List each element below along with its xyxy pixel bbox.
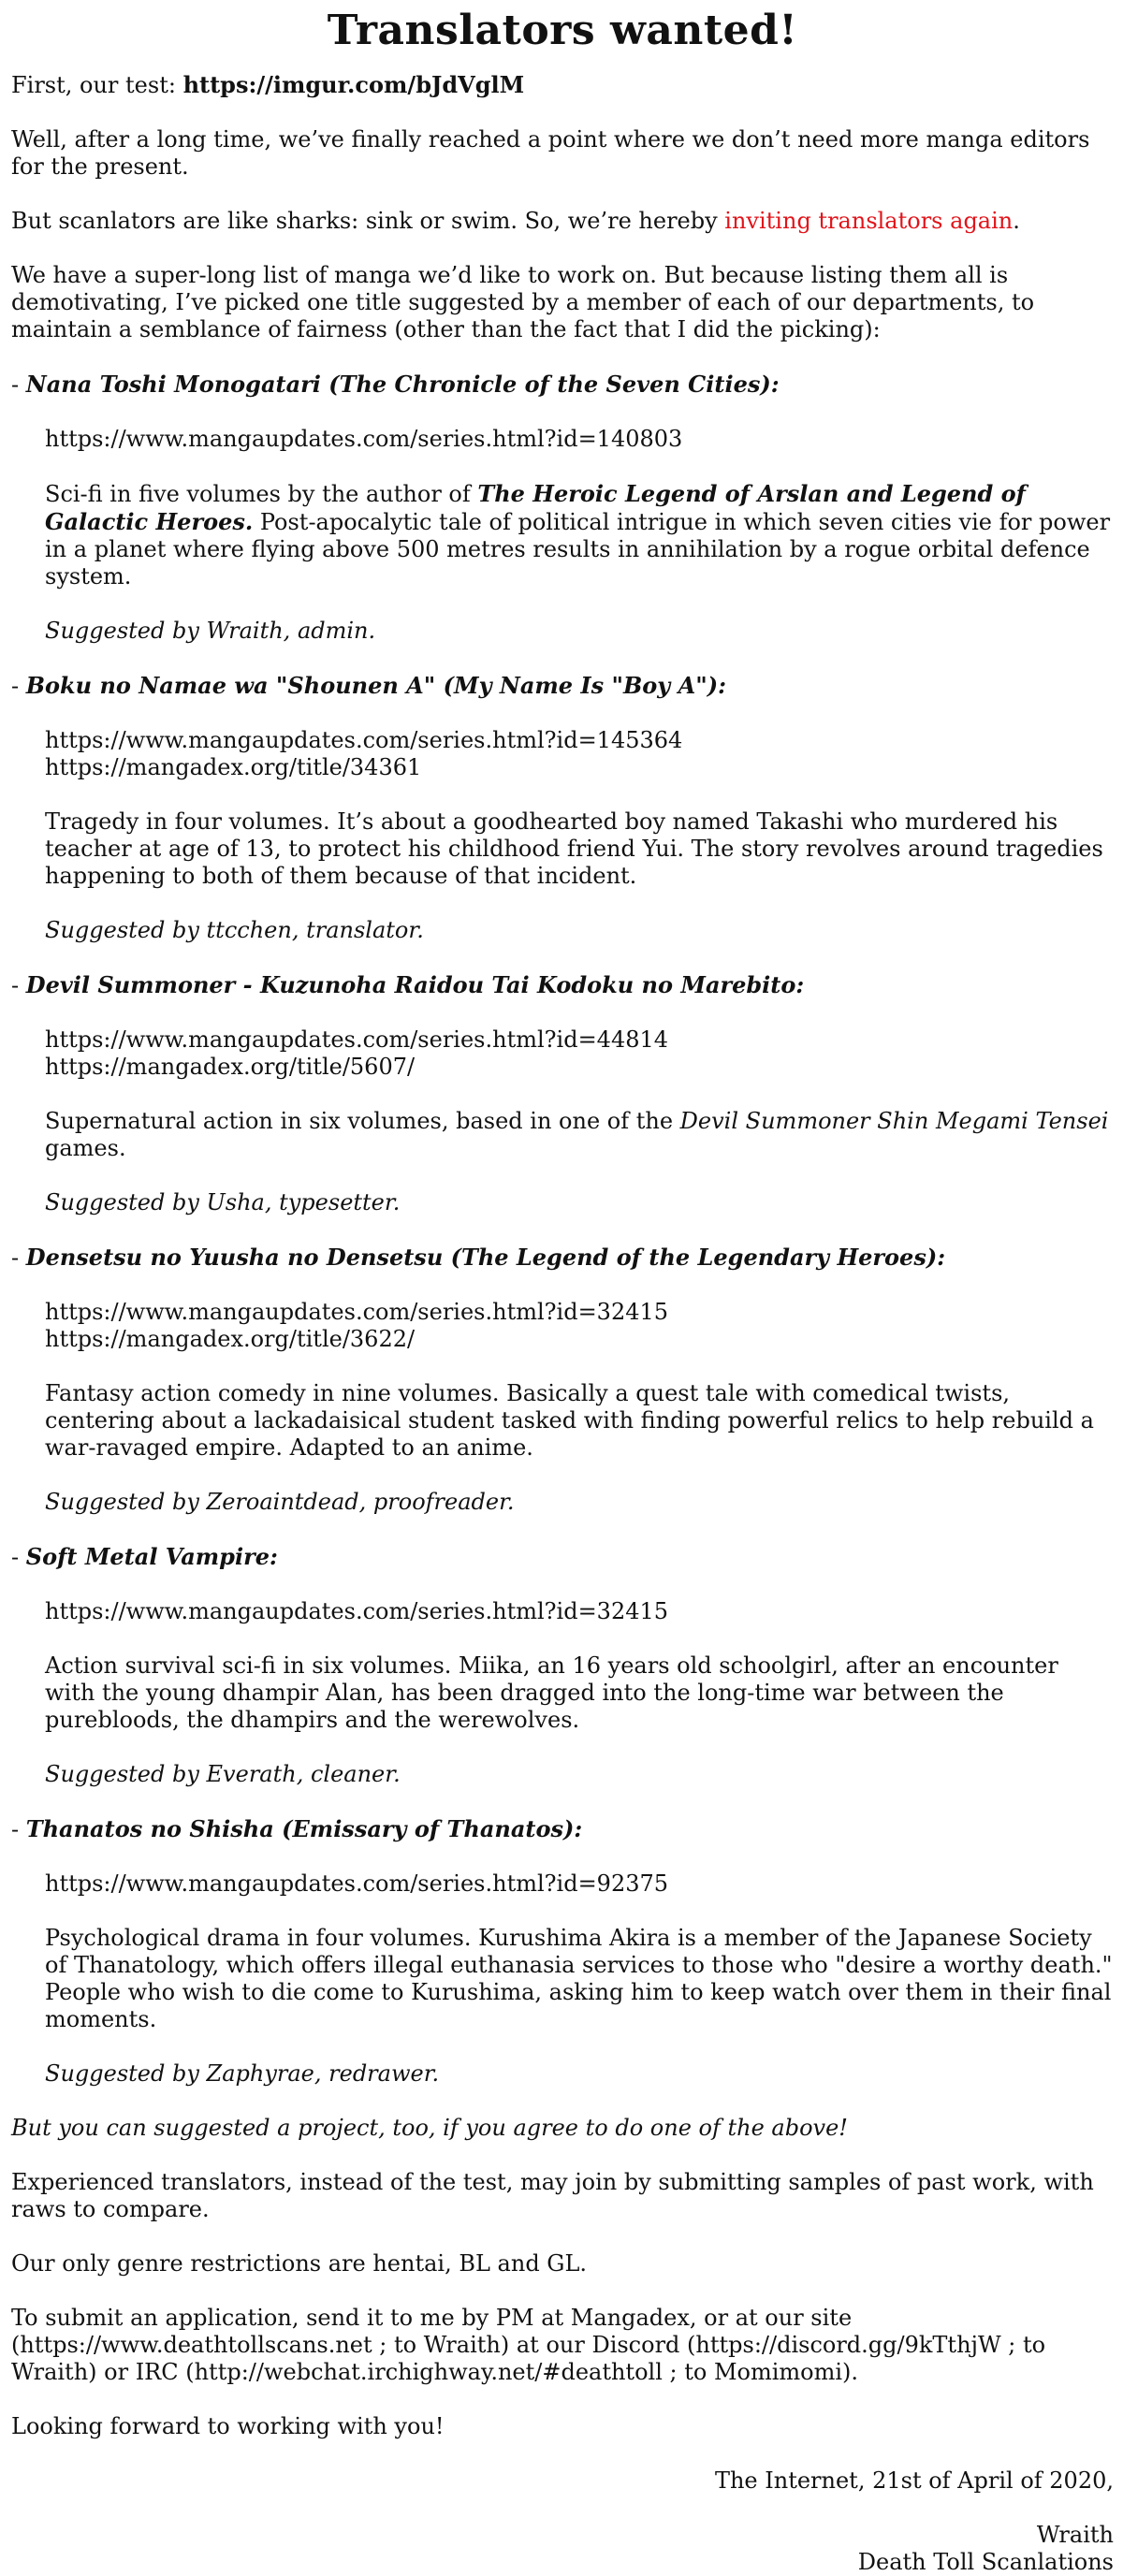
series-link[interactable]: https://www.mangaupdates.com/series.html?id=92375 bbox=[45, 1870, 669, 1897]
series-link[interactable]: https://mangadex.org/title/3622/ bbox=[45, 1326, 416, 1352]
series-list bbox=[11, 371, 1114, 2088]
description-text-end: games. bbox=[45, 1135, 126, 1161]
series-suggested-by: Suggested by Wraith, admin. bbox=[45, 618, 376, 644]
date-line: The Internet, 21st of April of 2020, bbox=[714, 2467, 1114, 2494]
signature-group: Death Toll Scanlations bbox=[857, 2549, 1114, 2575]
series-heading bbox=[11, 971, 1114, 999]
description-text: Supernatural action in six volumes, based in one of the bbox=[45, 1108, 680, 1134]
series-dash: - bbox=[11, 371, 26, 398]
series-title: Soft Metal Vampire: bbox=[25, 1543, 278, 1570]
test-prefix: First, our test: bbox=[11, 72, 183, 98]
page-title: Translators wanted! bbox=[327, 7, 798, 54]
series-heading bbox=[11, 1543, 1114, 1571]
series-heading bbox=[11, 1815, 1114, 1843]
series-link[interactable]: https://www.mangaupdates.com/series.html?id=32415 bbox=[45, 1299, 669, 1325]
series-description bbox=[11, 1925, 1114, 2033]
description-emphasis: The Heroic Legend of Arslan and Legend of Galactic Heroes. bbox=[45, 480, 1026, 535]
description-text: Fantasy action comedy in nine volumes. Basically a quest tale with comedical twists, centering about a lackadaisical student tasked with finding powerful relics to help rebuild a war-ravaged empire. Adapted to an anime. bbox=[45, 1380, 1094, 1461]
description-emphasis: Devil Summoner Shin Megami Tensei bbox=[679, 1108, 1109, 1134]
series-heading bbox=[11, 672, 1114, 700]
series-suggested-by: Suggested by Usha, typesetter. bbox=[45, 1189, 401, 1215]
series-links bbox=[11, 1299, 1114, 1353]
suggest-project-note: But you can suggested a project, too, if you agree to do one of the above! bbox=[11, 2115, 848, 2141]
invite-highlight: inviting translators again bbox=[724, 208, 1014, 234]
genre-restrictions: Our only genre restrictions are hentai, BL and GL. bbox=[11, 2250, 588, 2277]
signature-name: Wraith bbox=[1036, 2522, 1114, 2548]
intro-paragraph-list: We have a super-long list of manga we’d like to work on. But because listing them all is demotivating, I’ve picked one title suggested by a member of each of our departments, to maintain a semblance of fairness (other than the fact that I did the picking): bbox=[11, 262, 1035, 342]
intro-paragraph-invite bbox=[11, 208, 1114, 235]
experienced-note: Experienced translators, instead of the test, may join by submitting samples of past work, with raws to compare. bbox=[11, 2169, 1094, 2222]
series-description bbox=[11, 1108, 1114, 1162]
series-description bbox=[11, 480, 1114, 590]
description-text: Sci-fi in five volumes by the author of bbox=[45, 481, 478, 507]
series-title: Thanatos no Shisha (Emissary of Thanatos): bbox=[25, 1815, 583, 1842]
description-text: Tragedy in four volumes. It’s about a goodhearted boy named Takashi who murdered his teacher at age of 13, to protect his childhood friend Yui. The story revolves around tragedies happening to both of them because of that incident. bbox=[45, 808, 1103, 889]
series-heading bbox=[11, 371, 1114, 399]
series-heading bbox=[11, 1244, 1114, 1272]
description-text: Psychological drama in four volumes. Kurushima Akira is a member of the Japanese Society of Thanatology, which offers illegal euthanasia services to those who "desire a worthy death." People who wish to die come to Kurushima, asking him to keep watch over them in their final moments. bbox=[45, 1925, 1113, 2032]
series-link[interactable]: https://www.mangaupdates.com/series.html?id=140803 bbox=[45, 426, 683, 452]
series-link[interactable]: https://mangadex.org/title/5607/ bbox=[45, 1054, 416, 1080]
description-text-end: Post-apocalytic tale of political intrigue in which seven cities vie for power in a planet where flying above 500 metres results in annihilation by a rogue orbital defence system. bbox=[45, 509, 1111, 589]
series-dash: - bbox=[11, 1244, 26, 1271]
series-title: Nana Toshi Monogatari (The Chronicle of the Seven Cities): bbox=[25, 371, 780, 398]
series-dash: - bbox=[11, 673, 26, 699]
series-links bbox=[11, 426, 1114, 453]
invite-prefix: But scanlators are like sharks: sink or swim. So, we’re hereby bbox=[11, 208, 725, 234]
series-suggested-by: Suggested by ttcchen, translator. bbox=[45, 917, 424, 943]
series-suggested-by: Suggested by Zeroaintdead, proofreader. bbox=[45, 1489, 515, 1515]
series-dash: - bbox=[11, 1816, 26, 1842]
series-dash: - bbox=[11, 1544, 26, 1570]
series-link[interactable]: https://www.mangaupdates.com/series.html?id=32415 bbox=[45, 1598, 669, 1624]
series-title: Boku no Namae wa "Shounen A" (My Name Is "Boy A"): bbox=[25, 672, 726, 699]
series-title: Densetsu no Yuusha no Densetsu (The Legend of the Legendary Heroes): bbox=[25, 1244, 946, 1271]
series-suggested-by: Suggested by Everath, cleaner. bbox=[45, 1761, 401, 1787]
invite-suffix: . bbox=[1013, 208, 1020, 234]
submit-instructions: To submit an application, send it to me by PM at Mangadex, or at our site (https://www.deathtollscans.net ; to Wraith) at our Discord (https://discord.gg/9kTthjW ; to Wraith) or IRC (http://webchat.irchighway.net/#deathtoll ; to Momimomi). bbox=[11, 2305, 1046, 2385]
series-links bbox=[11, 727, 1114, 781]
description-text: Action survival sci-fi in six volumes. Miika, an 16 years old schoolgirl, after an encounter with the young dhampir Alan, has been dragged into the long-time war between the purebloods, the dhampirs and the werewolves. bbox=[45, 1652, 1058, 1733]
series-link[interactable]: https://www.mangaupdates.com/series.html?id=44814 bbox=[45, 1026, 669, 1053]
series-link[interactable]: https://mangadex.org/title/34361 bbox=[45, 754, 422, 780]
test-line bbox=[11, 71, 1114, 99]
series-description bbox=[11, 1380, 1114, 1462]
series-links bbox=[11, 1598, 1114, 1625]
series-suggested-by: Suggested by Zaphyrae, redrawer. bbox=[45, 2060, 440, 2087]
series-link[interactable]: https://www.mangaupdates.com/series.html?id=145364 bbox=[45, 727, 683, 753]
closing-line: Looking forward to working with you! bbox=[11, 2413, 445, 2439]
series-links bbox=[11, 1026, 1114, 1081]
series-description bbox=[11, 808, 1114, 890]
series-links bbox=[11, 1870, 1114, 1898]
test-link[interactable]: https://imgur.com/bJdVglM bbox=[182, 71, 525, 98]
series-description bbox=[11, 1652, 1114, 1734]
intro-paragraph-editors: Well, after a long time, we’ve finally reached a point where we don’t need more manga editors for the present. bbox=[11, 126, 1090, 180]
series-dash: - bbox=[11, 972, 26, 998]
series-title: Devil Summoner - Kuzunoha Raidou Tai Kodoku no Marebito: bbox=[25, 971, 805, 998]
